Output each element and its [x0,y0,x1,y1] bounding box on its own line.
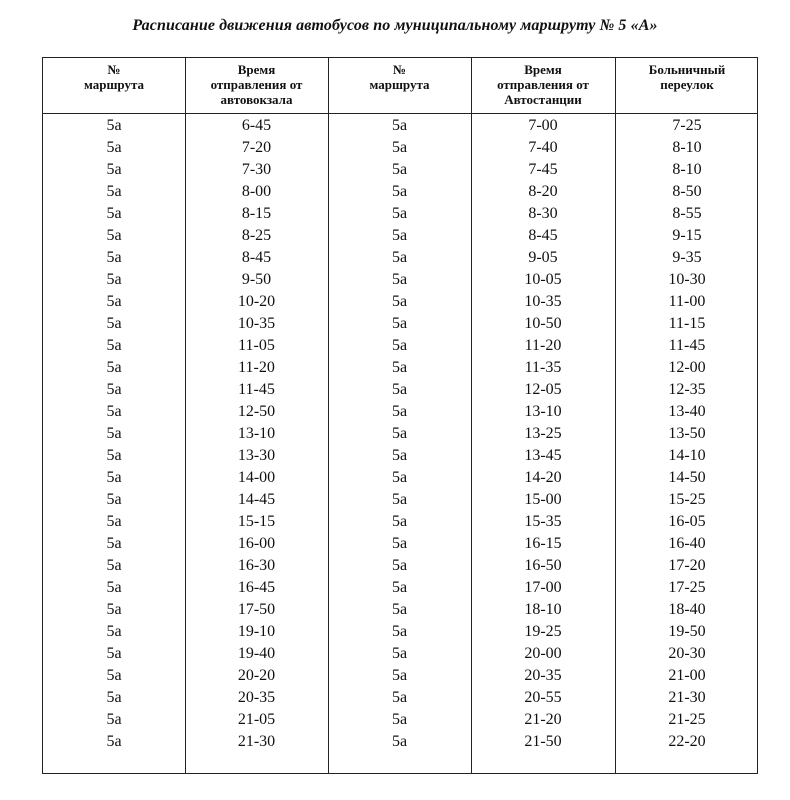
cell-departure-bus-station: 13-10 [524,403,562,420]
cell-departure-bus-station: 10-05 [524,271,562,288]
header-divider [43,113,757,114]
table-row [43,137,759,159]
cell-route-number: 5а [391,579,408,596]
cell-departure-bus-station: 18-10 [524,601,562,618]
cell-departure-bus-terminal: 6-45 [241,117,272,134]
cell-route-number: 5а [106,491,122,508]
cell-departure-bus-terminal: 8-25 [241,227,272,244]
table-row [43,203,759,225]
table-row [43,247,759,269]
cell-route-number: 5а [106,711,122,728]
cell-route-number: 5а [106,227,122,244]
cell-route-number: 5а [391,271,408,288]
table-row [43,445,759,467]
cell-departure-bus-station: 17-00 [524,579,562,596]
cell-route-number: 5а [391,601,408,618]
table-row [43,291,759,313]
cell-route-number: 5а [391,205,408,222]
table-row [43,357,759,379]
table-row [43,159,759,181]
cell-departure-bus-terminal: 19-40 [237,645,276,662]
cell-route-number: 5а [106,601,122,618]
cell-hospital-lane: 13-40 [668,403,706,420]
cell-route-number: 5а [106,645,122,662]
cell-departure-bus-terminal: 16-45 [237,579,276,596]
cell-hospital-lane: 14-50 [668,469,706,486]
cell-departure-bus-station: 14-20 [524,469,562,486]
header-departure-bus-terminal: Время отправления от автовокзала [210,62,303,107]
cell-route-number: 5а [391,557,408,574]
table-row [43,489,759,511]
cell-hospital-lane: 19-50 [668,623,706,640]
cell-departure-bus-station: 10-35 [524,293,562,310]
cell-route-number: 5а [106,447,122,464]
cell-departure-bus-station: 20-35 [524,667,562,684]
cell-departure-bus-station: 12-05 [524,381,562,398]
cell-departure-bus-terminal: 8-00 [241,183,272,200]
cell-hospital-lane: 15-25 [668,491,706,508]
cell-route-number: 5а [106,337,122,354]
cell-departure-bus-terminal: 16-00 [237,535,276,552]
table-row [43,379,759,401]
cell-route-number: 5а [391,711,408,728]
cell-hospital-lane: 16-40 [668,535,706,552]
cell-hospital-lane: 11-00 [668,293,706,310]
cell-route-number: 5а [106,403,122,420]
cell-departure-bus-terminal: 13-10 [237,425,276,442]
cell-route-number: 5а [391,403,408,420]
cell-departure-bus-station: 21-20 [524,711,562,728]
cell-route-number: 5а [106,535,122,552]
cell-route-number: 5а [391,359,408,376]
cell-hospital-lane: 17-25 [668,579,706,596]
cell-departure-bus-terminal: 19-10 [237,623,276,640]
cell-departure-bus-station: 15-35 [524,513,562,530]
table-row [43,687,759,709]
cell-hospital-lane: 8-10 [672,139,702,156]
cell-hospital-lane: 14-10 [668,447,706,464]
cell-route-number: 5а [391,249,408,266]
cell-departure-bus-terminal: 10-35 [237,315,276,332]
cell-departure-bus-station: 7-45 [528,161,558,178]
table-row [43,269,759,291]
cell-hospital-lane: 13-50 [668,425,706,442]
table-row [43,555,759,577]
page-title: Расписание движения автобусов по муниципальному маршруту № 5 «А» [132,17,658,34]
cell-departure-bus-station: 7-40 [528,139,558,156]
header-departure-bus-station: Время отправления от Автостанции [497,62,589,107]
cell-route-number: 5а [106,733,122,750]
cell-departure-bus-terminal: 20-20 [237,667,276,684]
cell-departure-bus-terminal: 12-50 [237,403,276,420]
cell-hospital-lane: 16-05 [668,513,706,530]
table-row [43,643,759,665]
header-route-number-1: № маршрута [83,62,145,92]
cell-departure-bus-terminal: 10-20 [237,293,276,310]
cell-departure-bus-station: 20-55 [524,689,562,706]
cell-departure-bus-terminal: 11-05 [238,337,275,354]
table-row [43,533,759,555]
cell-route-number: 5а [106,359,122,376]
cell-departure-bus-station: 13-45 [524,447,562,464]
cell-route-number: 5а [391,315,408,332]
cell-departure-bus-terminal: 21-05 [237,711,276,728]
cell-route-number: 5а [391,139,408,156]
cell-departure-bus-station: 9-05 [528,249,558,266]
cell-route-number: 5а [391,469,408,486]
cell-departure-bus-terminal: 8-45 [241,249,272,266]
cell-route-number: 5а [106,469,122,486]
cell-hospital-lane: 9-35 [672,249,702,266]
cell-departure-bus-terminal: 21-30 [237,733,276,750]
cell-route-number: 5а [391,447,408,464]
cell-departure-bus-station: 11-35 [524,359,562,376]
cell-route-number: 5а [106,667,122,684]
cell-departure-bus-station: 10-50 [524,315,562,332]
cell-departure-bus-station: 8-20 [528,183,558,200]
cell-route-number: 5а [106,315,122,332]
cell-hospital-lane: 12-35 [668,381,706,398]
cell-route-number: 5а [391,117,408,134]
cell-hospital-lane: 7-25 [672,117,702,134]
cell-route-number: 5а [106,205,122,222]
cell-hospital-lane: 22-20 [668,733,706,750]
table-row [43,313,759,335]
cell-route-number: 5а [106,249,122,266]
table-row [43,731,759,753]
cell-departure-bus-station: 21-50 [524,733,562,750]
cell-departure-bus-station: 11-20 [524,337,562,354]
cell-hospital-lane: 21-30 [668,689,706,706]
cell-route-number: 5а [106,139,122,156]
cell-hospital-lane: 9-15 [672,227,702,244]
table-row [43,401,759,423]
cell-departure-bus-terminal: 14-00 [237,469,276,486]
cell-departure-bus-station: 7-00 [528,117,558,134]
cell-hospital-lane: 10-30 [668,271,706,288]
cell-hospital-lane: 11-15 [668,315,706,332]
cell-departure-bus-terminal: 11-20 [238,359,275,376]
cell-route-number: 5а [106,183,122,200]
cell-departure-bus-terminal: 7-30 [241,161,272,178]
cell-route-number: 5а [391,513,408,530]
cell-route-number: 5а [106,689,122,706]
cell-hospital-lane: 21-25 [668,711,706,728]
cell-route-number: 5а [106,117,122,134]
cell-route-number: 5а [391,183,408,200]
table-row [43,423,759,445]
cell-route-number: 5а [391,645,408,662]
cell-departure-bus-station: 20-00 [524,645,562,662]
cell-hospital-lane: 20-30 [668,645,706,662]
cell-route-number: 5а [391,337,408,354]
cell-route-number: 5а [391,623,408,640]
table-row [43,665,759,687]
cell-route-number: 5а [391,161,408,178]
table-row [43,181,759,203]
schedule-table [42,57,758,774]
cell-departure-bus-terminal: 20-35 [237,689,276,706]
table-row [43,115,759,137]
cell-departure-bus-station: 8-45 [528,227,558,244]
cell-route-number: 5а [391,425,408,442]
cell-route-number: 5а [106,579,122,596]
cell-hospital-lane: 11-45 [668,337,706,354]
cell-hospital-lane: 17-20 [668,557,706,574]
cell-departure-bus-terminal: 8-15 [241,205,272,222]
cell-departure-bus-station: 15-00 [524,491,562,508]
table-row [43,467,759,489]
cell-departure-bus-terminal: 17-50 [237,601,276,618]
cell-route-number: 5а [391,733,408,750]
cell-route-number: 5а [391,227,408,244]
cell-route-number: 5а [106,161,122,178]
cell-hospital-lane: 8-10 [672,161,702,178]
cell-route-number: 5а [391,667,408,684]
table-row [43,599,759,621]
cell-hospital-lane: 8-55 [672,205,702,222]
header-hospital-lane: Больничный переулок [648,62,726,92]
cell-route-number: 5а [391,535,408,552]
cell-departure-bus-station: 19-25 [524,623,562,640]
cell-departure-bus-station: 16-50 [524,557,562,574]
cell-route-number: 5а [106,293,122,310]
cell-hospital-lane: 12-00 [668,359,706,376]
cell-route-number: 5а [106,271,122,288]
table-row [43,709,759,731]
cell-departure-bus-station: 16-15 [524,535,562,552]
cell-route-number: 5а [106,425,122,442]
table-row [43,577,759,599]
cell-route-number: 5а [391,381,408,398]
table-row [43,225,759,247]
table-row [43,511,759,533]
cell-hospital-lane: 18-40 [668,601,706,618]
cell-route-number: 5а [106,513,122,530]
cell-departure-bus-station: 8-30 [528,205,558,222]
cell-departure-bus-station: 13-25 [524,425,562,442]
table-row [43,621,759,643]
header-route-number-2: № маршрута [369,62,430,92]
cell-departure-bus-terminal: 9-50 [241,271,272,288]
cell-departure-bus-terminal: 7-20 [241,139,272,156]
cell-route-number: 5а [391,491,408,508]
cell-departure-bus-terminal: 11-45 [238,381,275,398]
cell-route-number: 5а [391,293,408,310]
cell-route-number: 5а [106,623,122,640]
cell-departure-bus-terminal: 13-30 [237,447,276,464]
cell-departure-bus-terminal: 16-30 [237,557,276,574]
cell-hospital-lane: 8-50 [672,183,702,200]
cell-departure-bus-terminal: 14-45 [237,491,276,508]
cell-route-number: 5а [106,557,122,574]
cell-route-number: 5а [106,381,122,398]
table-row [43,335,759,357]
cell-departure-bus-terminal: 15-15 [237,513,276,530]
cell-route-number: 5а [391,689,408,706]
cell-hospital-lane: 21-00 [668,667,706,684]
